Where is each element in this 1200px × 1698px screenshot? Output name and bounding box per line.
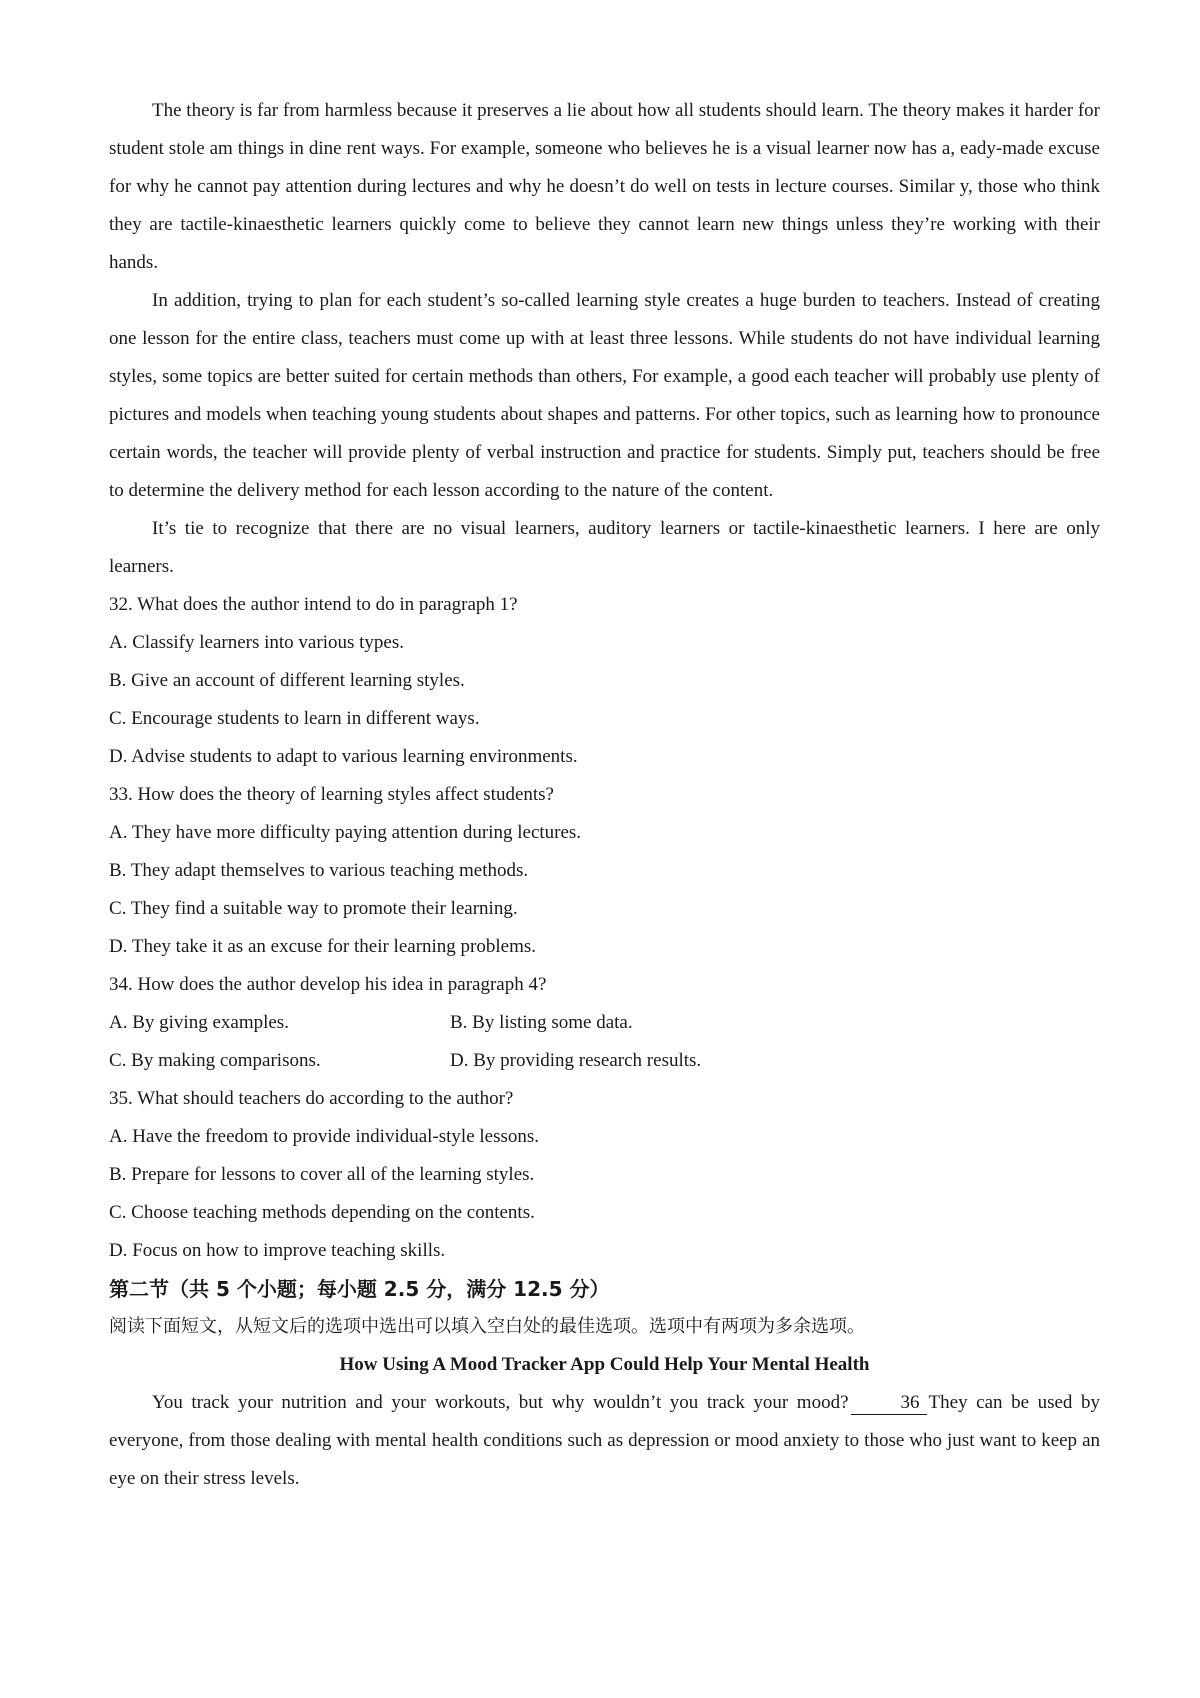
passage-paragraph-3: It’s tie to recognize that there are no visual learners, auditory learners or tactile-kinaesthetic learners. I here are only learners.	[109, 518, 1100, 577]
question-35-option-a: A. Have the freedom to provide individual-style lessons.	[109, 1126, 540, 1147]
question-32-stem: 32. What does the author intend to do in paragraph 1?	[109, 594, 518, 615]
article-text-before-blank: You track your nutrition and your workouts, but why wouldn’t you track your mood?	[152, 1392, 849, 1413]
article-paragraph-1	[109, 1384, 1100, 1498]
question-34-option-d: D. By providing research results.	[450, 1050, 702, 1071]
question-33-stem: 33. How does the theory of learning styles affect students?	[109, 784, 554, 805]
question-32-option-b: B. Give an account of different learning styles.	[109, 670, 465, 691]
question-34-options-row-2	[109, 1042, 1100, 1080]
question-35-option-b: B. Prepare for lessons to cover all of the learning styles.	[109, 1164, 535, 1185]
section-2-instruction: 阅读下面短文，从短文后的选项中选出可以填入空白处的最佳选项。选项中有两项为多余选项。	[109, 1316, 865, 1337]
question-32-option-c: C. Encourage students to learn in different ways.	[109, 708, 480, 729]
exam-page	[109, 92, 1100, 1498]
question-34-options-row-1	[109, 1004, 1100, 1042]
article-title: How Using A Mood Tracker App Could Help Your Mental Health	[339, 1354, 870, 1375]
question-33-option-b: B. They adapt themselves to various teaching methods.	[109, 860, 529, 881]
question-34-option-a: A. By giving examples.	[109, 1012, 289, 1033]
question-32-option-d: D. Advise students to adapt to various learning environments.	[109, 746, 578, 767]
question-34-stem: 34. How does the author develop his idea in paragraph 4?	[109, 974, 547, 995]
question-33-option-d: D. They take it as an excuse for their learning problems.	[109, 936, 537, 957]
question-35-option-d: D. Focus on how to improve teaching skills.	[109, 1240, 446, 1261]
question-34-option-b: B. By listing some data.	[450, 1012, 633, 1033]
question-33-option-a: A. They have more difficulty paying attention during lectures.	[109, 822, 582, 843]
passage-paragraph-1: The theory is far from harmless because it preserves a lie about how all students should learn. The theory makes it harder for student stole am things in dine rent ways. For example, someone who believes he is a visual learner now has a, eady-made excuse for why he cannot pay attention during lectures and why he doesn’t do well on tests in lecture courses. Similar y, those who think they are tactile-kinaesthetic learners quickly come to believe they cannot learn new things unless they’re working with their hands.	[109, 100, 1100, 273]
blank-36: 36	[851, 1392, 927, 1415]
question-34-option-c: C. By making comparisons.	[109, 1050, 321, 1071]
question-33-option-c: C. They find a suitable way to promote their learning.	[109, 898, 518, 919]
question-35-stem: 35. What should teachers do according to the author?	[109, 1088, 514, 1109]
question-32-option-a: A. Classify learners into various types.	[109, 632, 404, 653]
section-2-heading: 第二节（共 5 个小题；每小题 2.5 分，满分 12.5 分）	[109, 1277, 610, 1301]
question-35-option-c: C. Choose teaching methods depending on the contents.	[109, 1202, 535, 1223]
article-text-after-blank: They can be used by everyone, from those dealing with mental health conditions such as depression or mood anxiety to those who just want to keep an eye on their stress levels.	[109, 1392, 1100, 1489]
passage-paragraph-2: In addition, trying to plan for each student’s so-called learning style creates a huge burden to teachers. Instead of creating one lesson for the entire class, teachers must come up with at least three lessons. While students do not have individual learning styles, some topics are better suited for certain methods than others, For example, a good each teacher will probably use plenty of pictures and models when teaching young students about shapes and patterns. For other topics, such as learning how to pronounce certain words, the teacher will provide plenty of verbal instruction and practice for students. Simply put, teachers should be free to determine the delivery method for each lesson according to the nature of the content.	[109, 290, 1100, 501]
